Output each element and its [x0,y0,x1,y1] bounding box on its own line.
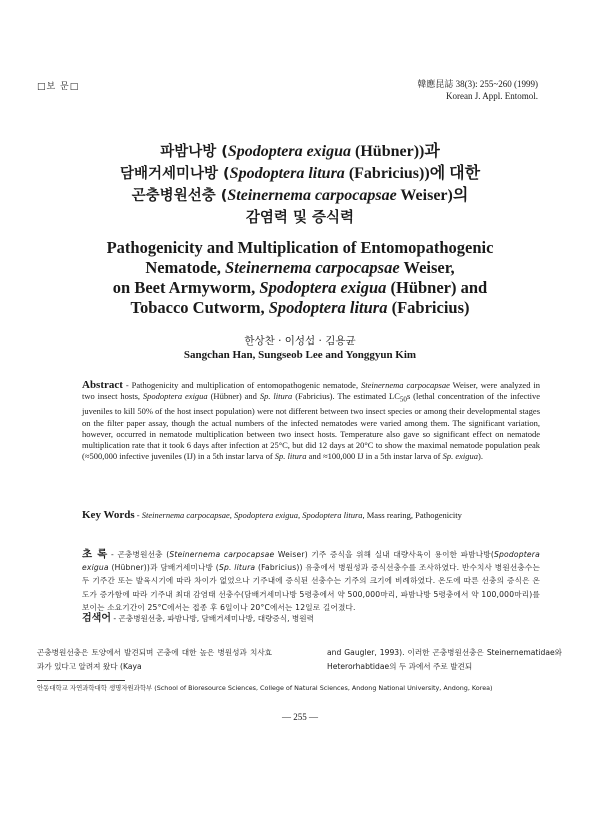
korean-title [0,141,600,229]
key-words: Key Words - Steinernema carpocapsae, Spodoptera exigua, Spodoptera litura, Mass rearing, Pathogenicity [82,509,462,521]
korean-keywords: 검색어 - 곤충병원선충, 파밤나방, 담배거세미나방, 대량증식, 병원력 [82,613,314,624]
journal-en: Korean J. Appl. Entomol. [446,91,538,101]
footnote-divider [37,680,125,681]
authors-korean: 한상찬 · 이성섭 · 김용균 [244,335,356,347]
journal-ko: 韓應昆誌 38(3): 255~260 (1999) [417,79,538,89]
english-title-line-2: Nematode, Steinernema carpocapsae Weiser, [145,258,455,277]
journal-citation [417,78,538,102]
key-words-label: Key Words [82,509,135,521]
korean-abstract: 초 록 - 곤충병원선충 (Steinernema carpocapsae Weiser) 기주 증식을 위해 실내 대량사육이 용이한 파밤나방(Spodoptera exigua (Hübner))과 담배거세미나방 (Sp. litura (Fabricius)) 유충에서 병원성과 증식선충수를 조사하였다. 반수치사 병원선충수는 두 기주간 또는 발육시기에 따라 차이가 없었으나 기주내에 증식된 선충수는 기주의 크기에 비례하였다. 온도에 따른 선충의 증식은 온도가 증가함에 따라 기주내 최대 감염태 선충수(담배거세미나방 5령충에서 약 500,000마리, 파밤나방 5령충에서 약 100,000마리)를 보이는 소요기간이 25°C에서는 접종 후 6일이나 20°C에서는 12일로 길어졌다. [82,548,540,612]
korean-abstract-label: 초 록 [82,548,108,560]
english-title-line-4: Tobacco Cutworm, Spodoptera litura (Fabricius) [130,298,470,317]
abstract-label: Abstract [82,379,123,391]
affiliation-footnote: 안동대학교 자연과학대학 생명자원과학부 (School of Bioresource Sciences, College of Natural Sciences, Andong National University, Andong, Korea) [37,684,493,692]
english-title-line-1: Pathogenicity and Multiplication of Entomopathogenic [106,238,494,257]
section-tag: □보 문□ [37,82,80,92]
korean-title-line-3: 곤충병원선충 (Steinernema carpocapsae Weiser)의 [131,187,469,204]
abstract: Abstract - Pathogenicity and multiplication of entomopathogenic nematode, Steinernema carpocapsae Weiser, were analyzed in two insect hosts, Spodoptera exigua (Hübner) and Sp. litura (Fabricius). The estimated $LC_{50}s$ (lethal concentration of the infective juveniles to kill 50% of the host insect population) were not different between two insect species or among their developmental stages on the filter paper assay, though the actual numbers of the infected nematodes were varied among them. The significant variation, however, occurred in nematode multiplication between two insect hosts. Temperature also gave so significant effect on nematode multiplication rate that it took 6 days after infection at 25°C, but did 12 days at 20°C to show the maximal nematode population peak (≈500,000 infective juveniles (IJ) in a 5th instar larva of Sp. litura and ≈100,000 IJ in a 5th instar larva of Sp. exigua). [82,379,540,462]
korean-title-line-2: 담배거세미나방 (Spodoptera litura (Fabricius))에 대한 [119,165,481,182]
korean-title-line-4: 감염력 및 증식력 [245,210,355,226]
body-text-left-column: 곤충병원선충은 토양에서 발견되며 곤충에 대한 높은 병원성과 치사효과가 있다고 알려져 왔다 (Kaya [37,648,272,671]
page-number: — 255 — [282,712,318,722]
korean-keywords-label: 검색어 [82,613,111,624]
authors-english: Sangchan Han, Sungseob Lee and Yonggyun Kim [183,349,417,361]
body-text-right-column: and Gaugler, 1993). 이러한 곤충병원선충은 Steinernematidae와 Heterorhabtidae의 두 과에서 주로 발견되 [327,648,562,671]
korean-title-line-1: 파밤나방 (Spodoptera exigua (Hübner))과 [160,143,440,160]
english-title [0,238,600,318]
english-title-line-3: on Beet Armyworm, Spodoptera exigua (Hübner) and [112,278,488,297]
